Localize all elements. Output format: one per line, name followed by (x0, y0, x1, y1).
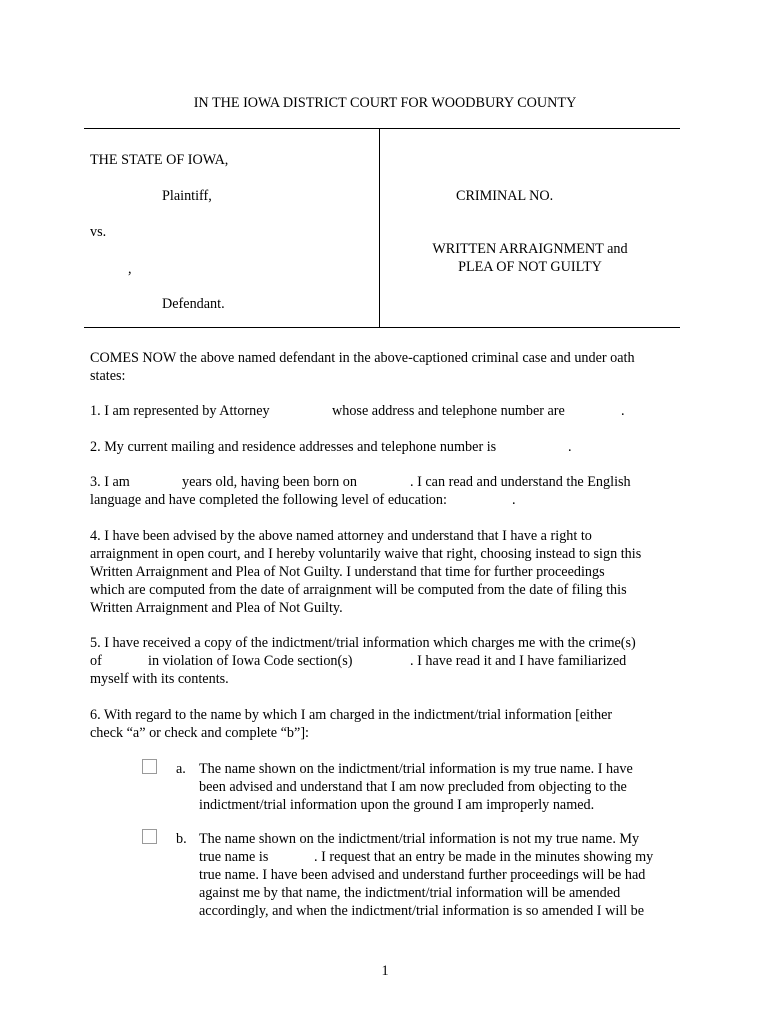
para-2-period: . (568, 439, 572, 455)
para-5-read: . I have read it and I have familiarized (410, 653, 627, 669)
para-3-born: years old, having been born on (182, 474, 357, 490)
option-a-line: indictment/trial information upon the ground I am improperly named. (199, 797, 595, 813)
defendant-name-comma: , (128, 261, 132, 277)
option-a-line: been advised and understand that I am now precluded from objecting to the (199, 779, 627, 795)
option-b-checkbox[interactable] (142, 829, 157, 844)
para-4-line: which are computed from the date of arraignment will be computed from the date of filing this (90, 582, 627, 598)
intro-line-1: COMES NOW the above named defendant in the above-captioned criminal case and under oath (90, 350, 635, 366)
para-3-age: 3. I am (90, 474, 130, 490)
page-number: 1 (381, 963, 389, 979)
caption-top-rule (84, 128, 680, 129)
option-b-line: The name shown on the indictment/trial information is not my true name. My (199, 831, 640, 847)
para-4-line: Written Arraignment and Plea of Not Guilty. (90, 600, 343, 616)
para-5-line-1: 5. I have received a copy of the indictment/trial information which charges me with the crime(s) (90, 635, 636, 651)
para-4-line: arraignment in open court, and I hereby voluntarily waive that right, choosing instead to sign this (90, 546, 642, 562)
para-5-code: in violation of Iowa Code section(s) (148, 653, 353, 669)
document-title-line1: WRITTEN ARRAIGNMENT and (432, 241, 628, 257)
caption-divider (379, 128, 380, 328)
para-1-period: . (621, 403, 625, 419)
intro-line-2: states: (90, 368, 126, 384)
option-b-line: true name. I have been advised and understand further proceedings will be had (199, 867, 646, 883)
versus-label: vs. (90, 224, 107, 240)
option-b-letter: b. (176, 831, 187, 847)
option-a-letter: a. (176, 761, 186, 777)
para-6-line-1: 6. With regard to the name by which I am charged in the indictment/trial information [either (90, 707, 613, 723)
option-a-line: The name shown on the indictment/trial information is my true name. I have (199, 761, 633, 777)
para-2-mailing: 2. My current mailing and residence addresses and telephone number is (90, 439, 497, 455)
plaintiff-name: THE STATE OF IOWA, (90, 152, 229, 168)
para-6-line-2: check “a” or check and complete “b”]: (90, 725, 309, 741)
para-3-education: language and have completed the following level of education: (90, 492, 447, 508)
case-number-label: CRIMINAL NO. (456, 188, 554, 204)
option-b-true-name: true name is (199, 849, 269, 865)
defendant-label: Defendant. (162, 296, 225, 312)
court-title: IN THE IOWA DISTRICT COURT FOR WOODBURY COUNTY (193, 95, 577, 111)
option-b-request: . I request that an entry be made in the minutes showing my (314, 849, 654, 865)
para-3-period: . (512, 492, 516, 508)
document-title-line2: PLEA OF NOT GUILTY (458, 259, 602, 275)
para-1-address: whose address and telephone number are (332, 403, 565, 419)
para-3-english: . I can read and understand the English (410, 474, 631, 490)
para-4-line: 4. I have been advised by the above named attorney and understand that I have a right to (90, 528, 592, 544)
para-1-attorney: 1. I am represented by Attorney (90, 403, 270, 419)
caption-bottom-rule (84, 327, 680, 328)
option-b-line: against me by that name, the indictment/trial information will be amended (199, 885, 621, 901)
option-b-line: accordingly, and when the indictment/trial information is so amended I will be (199, 903, 645, 919)
para-5-line-3: myself with its contents. (90, 671, 229, 687)
plaintiff-label: Plaintiff, (162, 188, 212, 204)
option-a-checkbox[interactable] (142, 759, 157, 774)
para-4-line: Written Arraignment and Plea of Not Guilty. I understand that time for further proceedings (90, 564, 605, 580)
para-5-of: of (90, 653, 102, 669)
